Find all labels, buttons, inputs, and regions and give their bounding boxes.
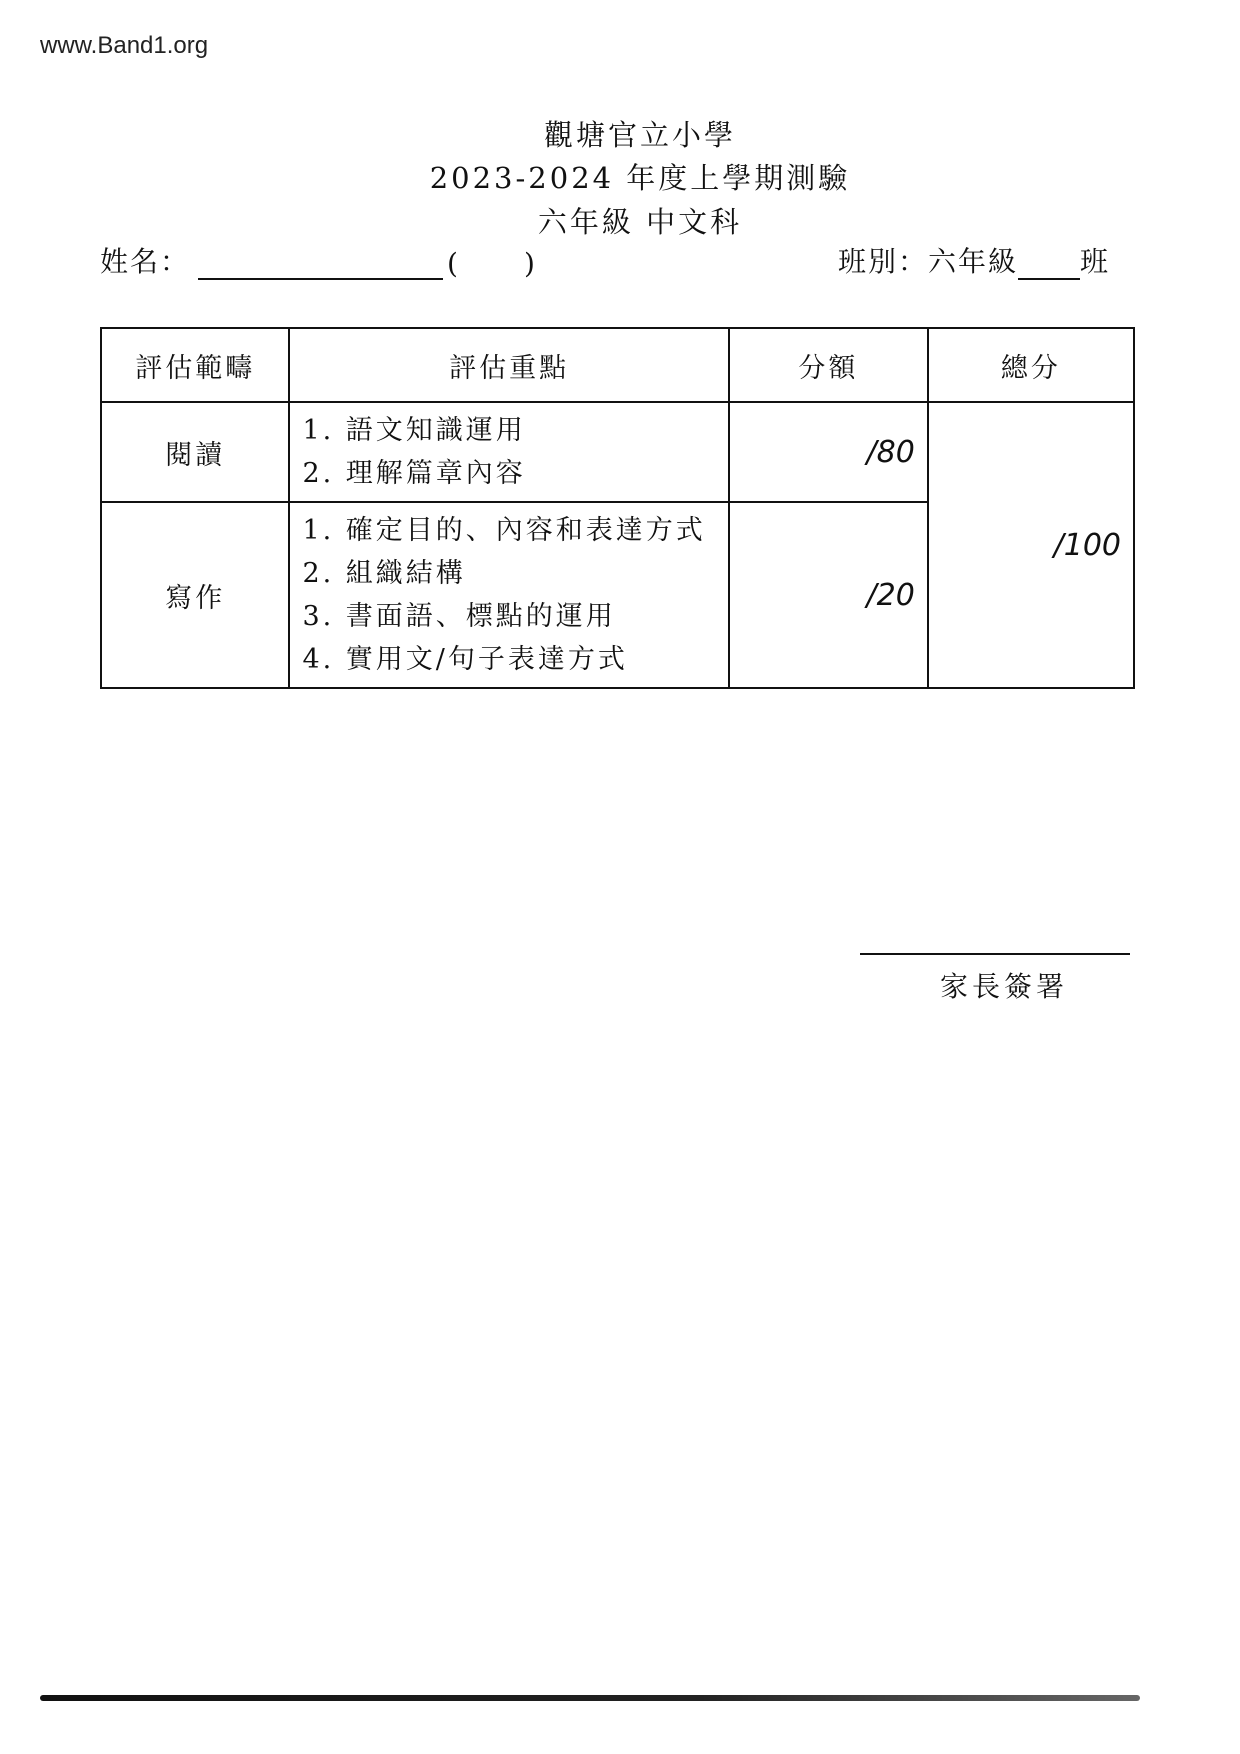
focus-item: 1. 語文知識運用 <box>302 415 526 446</box>
header-category: 評估範疇 <box>101 328 289 402</box>
name-label: 姓名： <box>100 245 191 278</box>
focus-item: 3. 書面語、標點的運用 <box>302 601 616 632</box>
table-header-row <box>101 328 1134 402</box>
header-total: 總分 <box>928 328 1134 402</box>
focus-item: 4. 實用文/句子表達方式 <box>302 644 628 675</box>
focus-item: 1. 確定目的、內容和表達方式 <box>302 515 706 546</box>
focus-item: 2. 理解篇章內容 <box>302 458 526 489</box>
name-field-group <box>100 240 537 280</box>
quota-writing: /20 <box>729 502 928 688</box>
subject-title: 六年級 中文科 <box>537 205 743 239</box>
school-name: 觀塘官立小學 <box>543 118 736 152</box>
class-number-paren-close: ) <box>523 247 537 280</box>
header-focus: 評估重點 <box>289 328 728 402</box>
class-number-paren-open: ( <box>447 247 460 280</box>
total-score: /100 <box>928 402 1134 688</box>
class-suffix: 班 <box>1079 245 1110 278</box>
table-row <box>101 402 1134 502</box>
signature-label: 家長簽署 <box>940 970 1069 1003</box>
bottom-rule <box>40 1695 1140 1701</box>
category-reading: 閱讀 <box>101 402 289 502</box>
category-writing: 寫作 <box>101 502 289 688</box>
signature-line[interactable] <box>860 953 1130 955</box>
class-blank[interactable] <box>1018 248 1080 280</box>
class-field-group <box>838 240 1110 280</box>
quota-reading: /80 <box>729 402 928 502</box>
focus-reading <box>289 402 728 502</box>
header-quota: 分額 <box>729 328 928 402</box>
assessment-table <box>100 327 1135 689</box>
focus-item: 2. 組織結構 <box>302 558 466 589</box>
name-blank[interactable] <box>198 248 443 280</box>
focus-writing <box>289 502 728 688</box>
exam-title: 2023-2024 年度上學期測驗 <box>429 161 851 195</box>
watermark-text: www.Band1.org <box>40 32 209 59</box>
class-label: 班別：六年級 <box>837 245 1018 278</box>
